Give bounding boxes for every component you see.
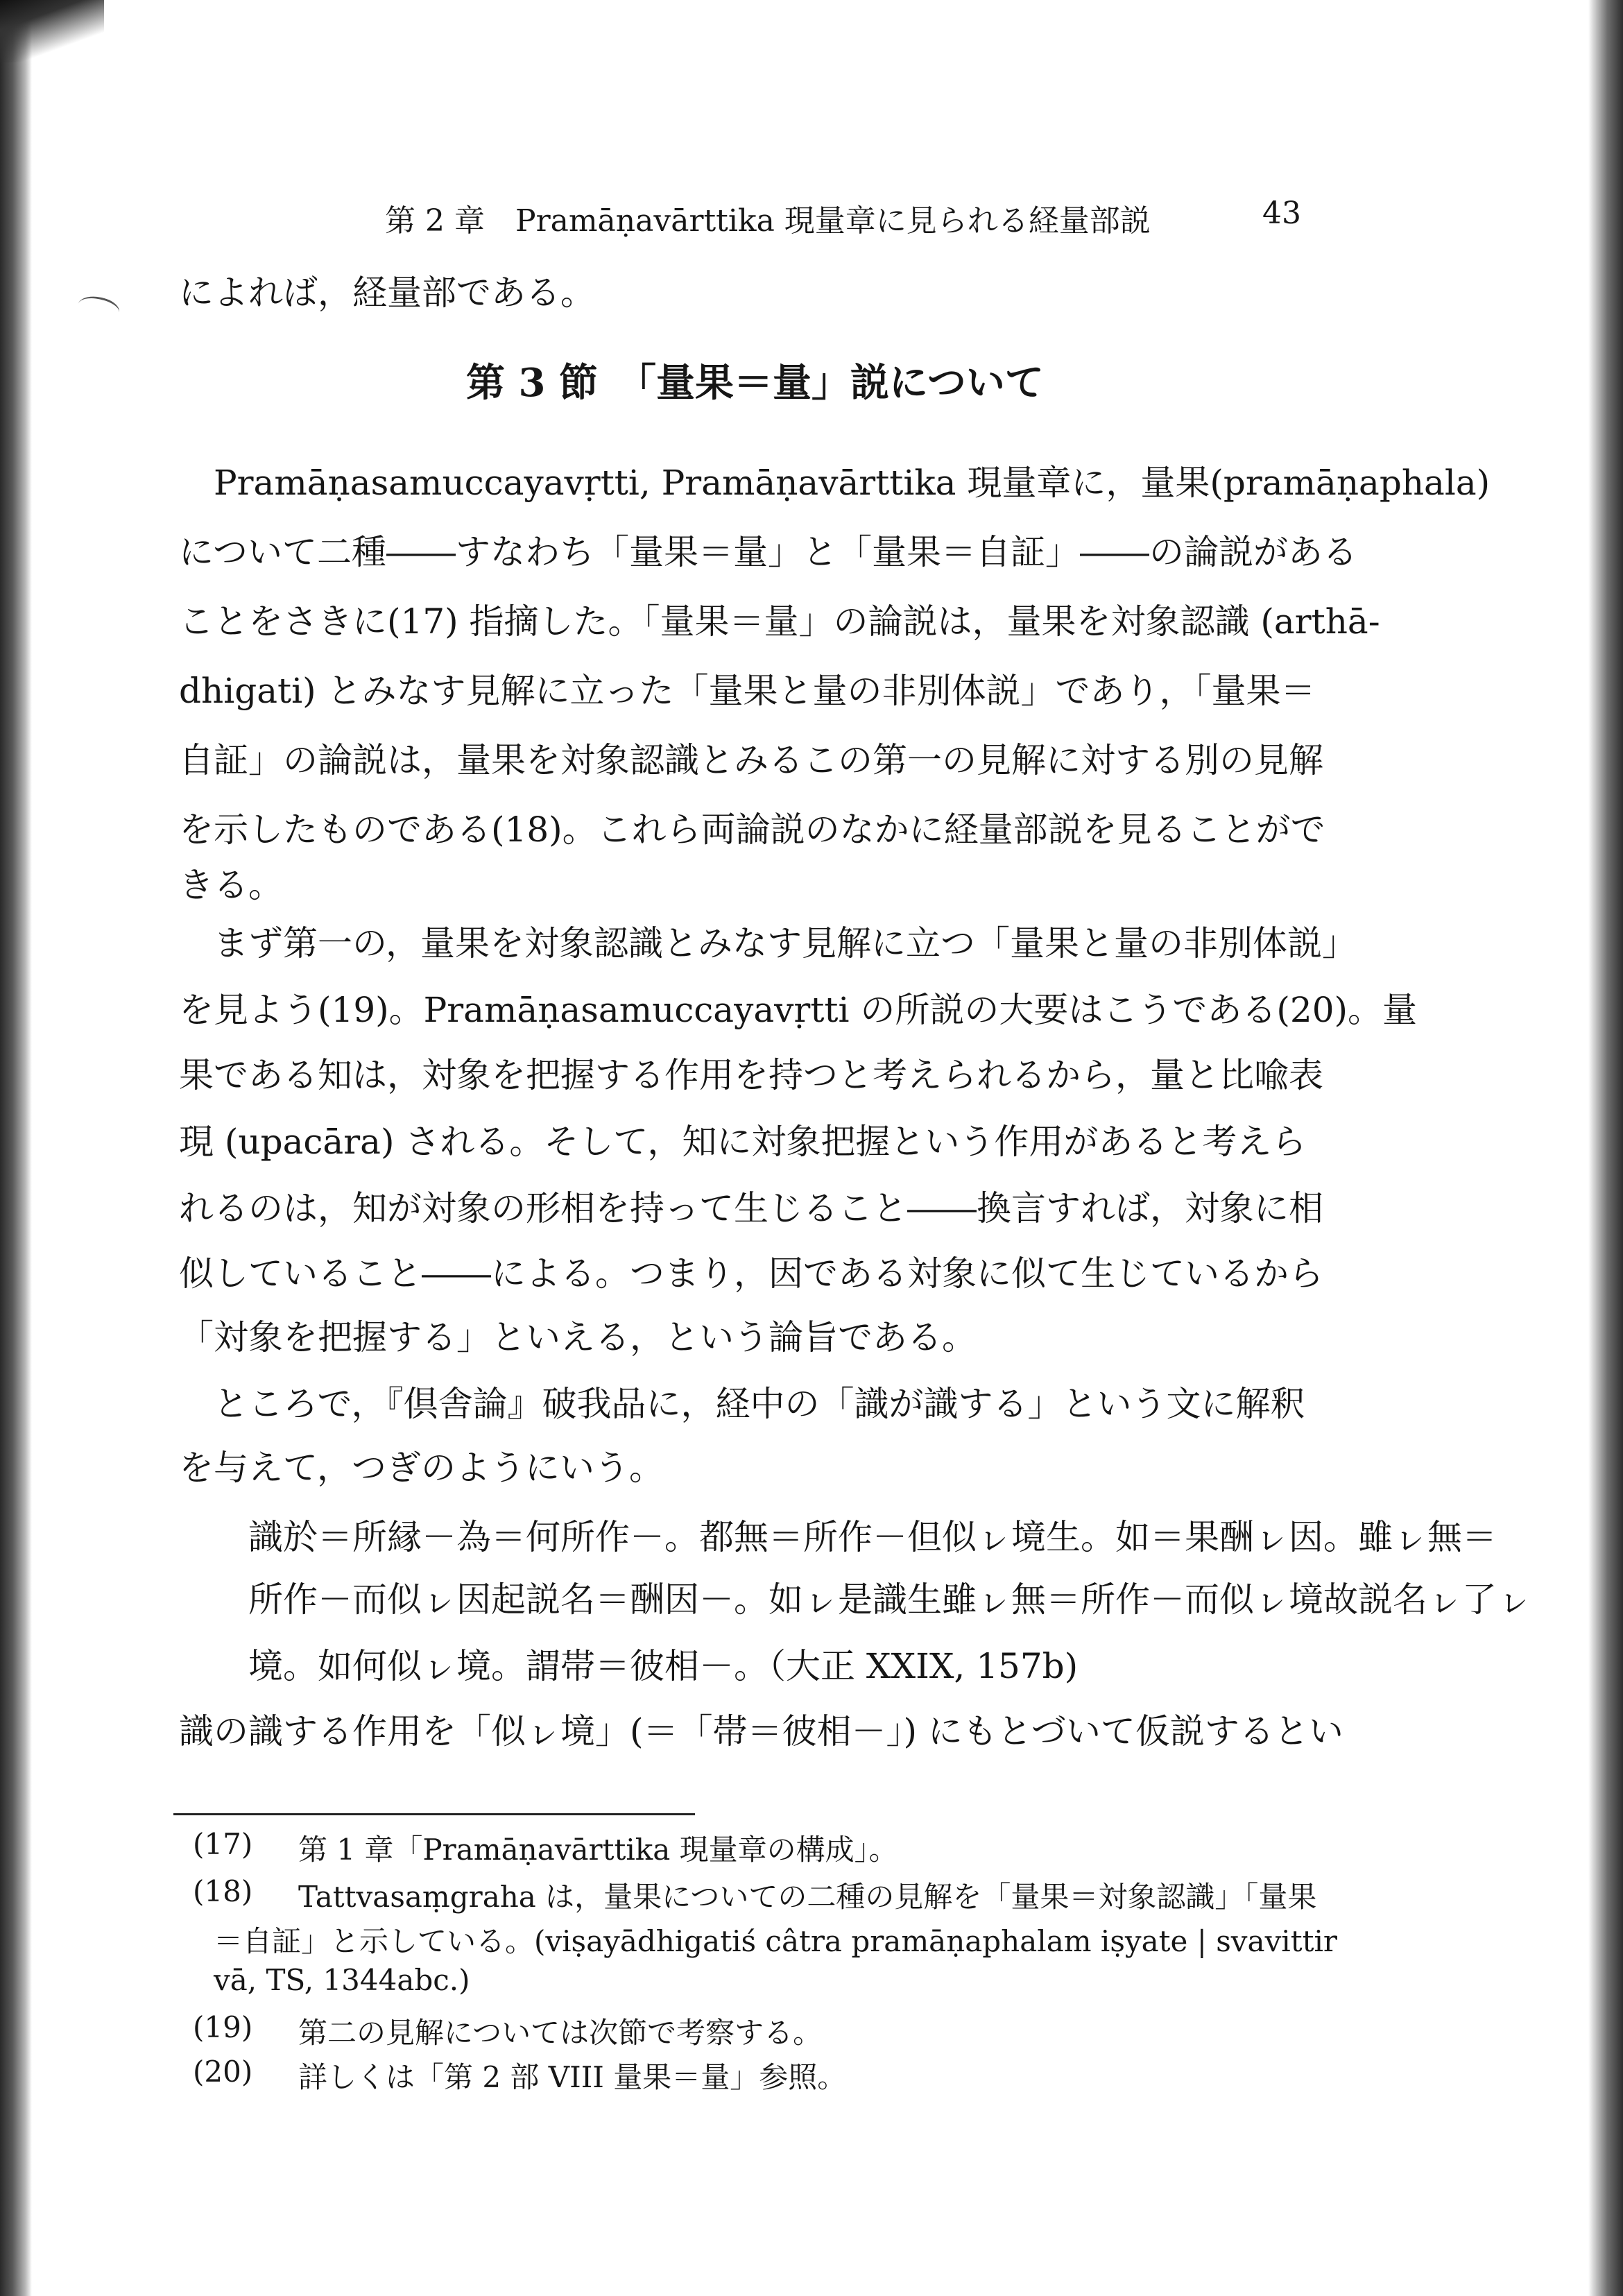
intro-line: によれば，経量部である。 — [179, 273, 595, 313]
paragraph-4-line: 識の識する作用を「似ㇾ境」(＝「帯＝彼相－」) にもとづいて仮説するとい — [179, 1711, 1343, 1751]
footnote-number: (19) — [193, 2010, 253, 2044]
scan-mark — [75, 291, 121, 326]
footnote-text: Tattvasaṃgraha は，量果についての二種の見解を「量果＝対象認識」「量果 — [298, 1880, 1317, 1914]
paragraph-1-line: Pramāṇasamuccayavṛtti, Pramāṇavārttika 現量章に，量果(pramāṇaphala) — [214, 463, 1491, 503]
paragraph-3-line: を与えて，つぎのようにいう。 — [179, 1448, 664, 1488]
paragraph-2-line: れるのは，知が対象の形相を持って生じること――換言すれば，対象に相 — [179, 1188, 1323, 1228]
footnote-text: vā, TS, 1344abc.) — [214, 1963, 470, 1997]
paragraph-3-line: ところで，『倶舎論』破我品に，経中の「識が識する」という文に解釈 — [214, 1384, 1305, 1424]
paragraph-2-line: 現 (upacāra) される。そして，知に対象把握という作用があると考えら — [179, 1122, 1307, 1162]
scan-shadow-corner — [0, 0, 104, 62]
paragraph-1-line: dhigati) とみなす見解に立った「量果と量の非別体説」であり，「量果＝ — [179, 671, 1316, 711]
quotation-line: 識於＝所縁－為＝何所作－。都無＝所作－但似ㇾ境生。如＝果酬ㇾ因。雖ㇾ無＝ — [248, 1517, 1497, 1557]
paragraph-2-line: 「対象を把握する」といえる，という論旨である。 — [179, 1317, 977, 1357]
footnote-text: 第二の見解については次節で考察する。 — [298, 2016, 823, 2050]
paragraph-1-line: 自証」の論説は，量果を対象認識とみるこの第一の見解に対する別の見解 — [179, 740, 1323, 780]
page-number: 43 — [1262, 196, 1301, 231]
footnote-text: 第 1 章「Pramāṇavārttika 現量章の構成」。 — [298, 1833, 898, 1867]
footnote-number: (18) — [193, 1874, 253, 1908]
paragraph-2-line: 果である知は，対象を把握する作用を持つと考えられるから，量と比喩表 — [179, 1055, 1323, 1095]
footnote-text: 詳しくは「第 2 部 VIII 量果＝量」参照。 — [298, 2060, 847, 2094]
section-heading: 第 3 節 「量果＝量」説について — [466, 360, 1044, 406]
footnote-number: (17) — [193, 1827, 253, 1861]
paragraph-1-line: を示したものである(18)。これら両論説のなかに経量部説を見ることがで — [179, 809, 1325, 850]
quotation-line: 所作－而似ㇾ因起説名＝酬因－。如ㇾ是識生雖ㇾ無＝所作－而似ㇾ境故説名ㇾ了ㇾ — [248, 1579, 1531, 1620]
paragraph-1-line: きる。 — [179, 865, 283, 905]
footnote-number: (20) — [193, 2055, 253, 2089]
paragraph-2-line: 似していること――による。つまり，因である対象に似て生じているから — [179, 1253, 1323, 1294]
scan-shadow-left — [0, 0, 32, 2296]
paragraph-2-line: まず第一の，量果を対象認識とみなす見解に立つ「量果と量の非別体説」 — [214, 923, 1357, 963]
footnote-text: ＝自証」と示している。(viṣayādhigatiś câtra pramāṇaphalam iṣyate | svavittir — [214, 1924, 1337, 1958]
paragraph-2-line: を見よう(19)。Pramāṇasamuccayavṛtti の所説の大要はこうである(20)。量 — [179, 990, 1418, 1030]
scan-shadow-right — [1588, 0, 1623, 2296]
footnote-rule — [173, 1813, 695, 1815]
paragraph-1-line: について二種――すなわち「量果＝量」と「量果＝自証」――の論説がある — [179, 532, 1357, 572]
paragraph-1-line: ことをさきに(17) 指摘した。「量果＝量」の論説は，量果を対象認識 (arthā- — [179, 601, 1380, 642]
running-head: 第 2 章 Pramāṇavārttika 現量章に見られる経量部説 — [385, 203, 1151, 239]
quotation-line: 境。如何似ㇾ境。謂帯＝彼相－。（大正 XXIX, 157b) — [248, 1646, 1079, 1686]
